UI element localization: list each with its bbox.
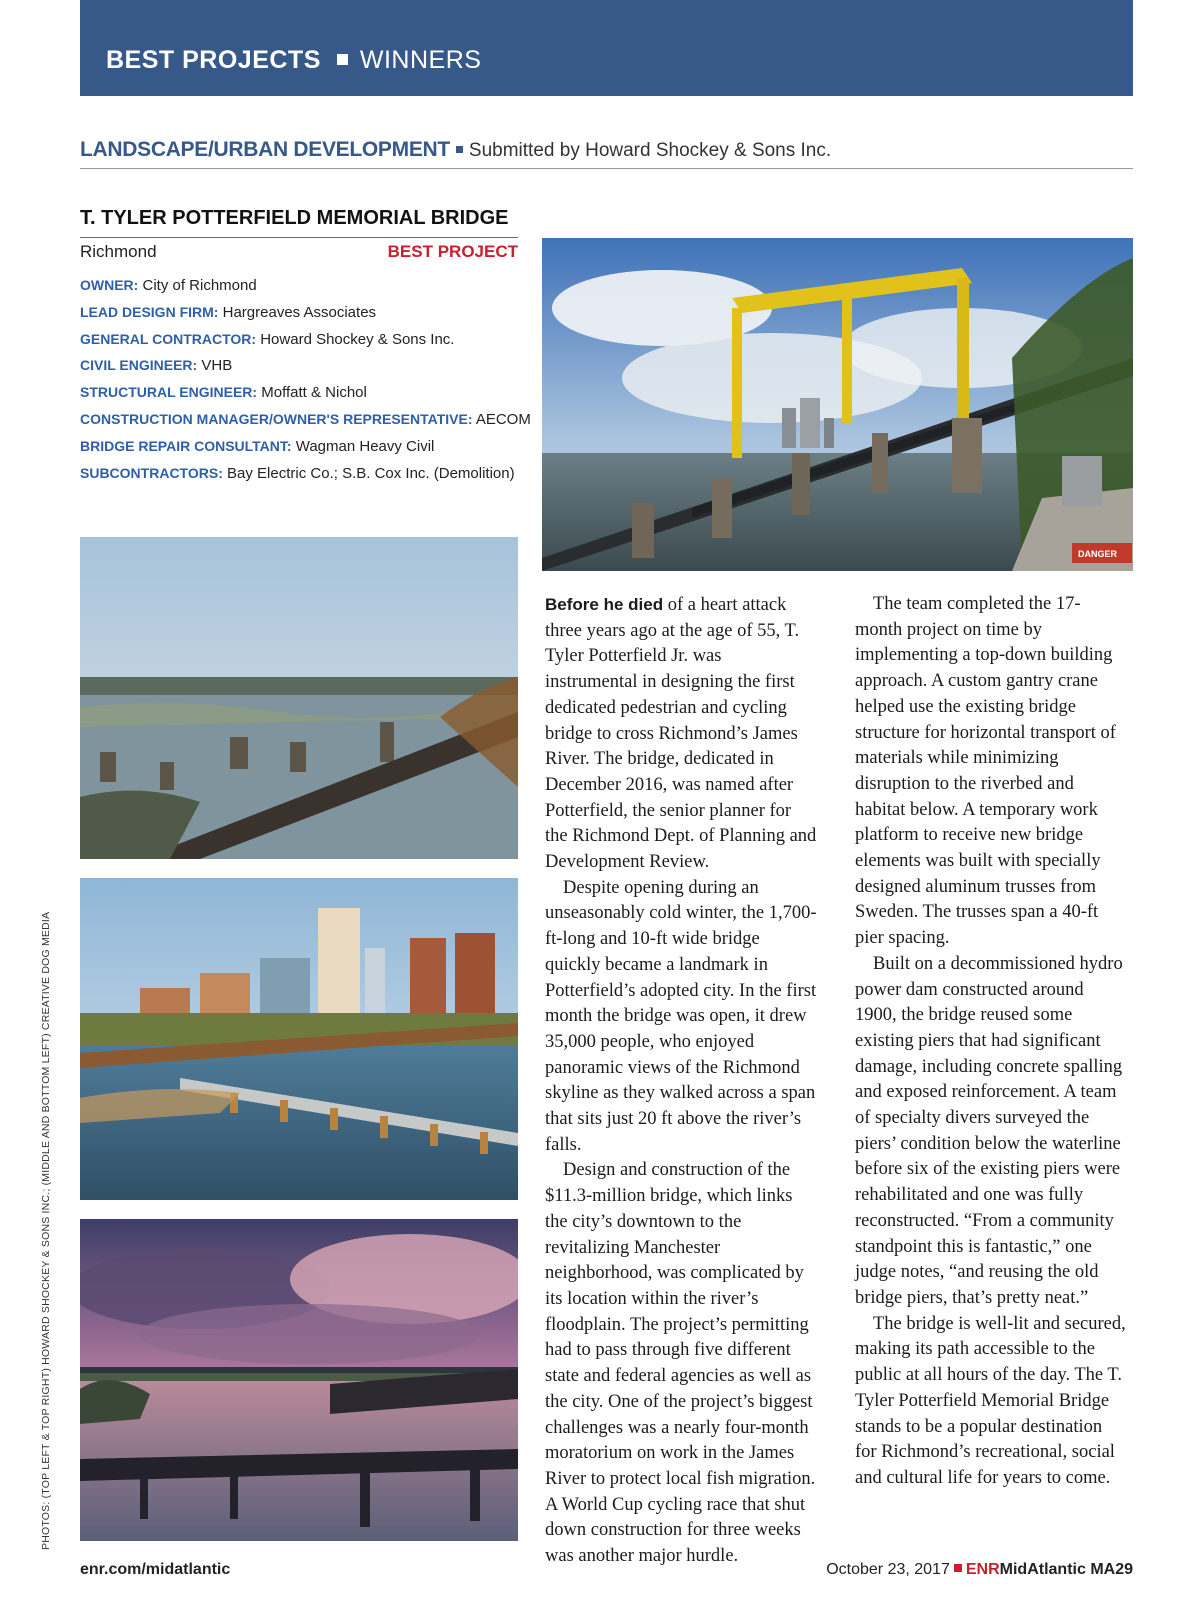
separator-square-icon	[337, 54, 348, 65]
footer-date: October 23, 2017	[826, 1561, 950, 1578]
credit-lead-design: LEAD DESIGN FIRM: Hargreaves Associates	[80, 303, 377, 321]
footer-page-number: MA29	[1090, 1561, 1133, 1578]
credit-owner: OWNER: City of Richmond	[80, 277, 257, 294]
skyline-illustration	[80, 878, 518, 1200]
article-column-2	[855, 592, 1127, 1492]
credit-construction-manager: CONSTRUCTION MANAGER/OWNER'S REPRESENTATIVE: AECOM	[80, 410, 531, 428]
project-title: T. TYLER POTTERFIELD MEMORIAL BRIDGE	[80, 207, 518, 238]
danger-sign: DANGER	[1078, 549, 1118, 559]
credit-structural-engineer: STRUCTURAL ENGINEER: Moffatt & Nichol	[80, 384, 367, 402]
photo-credit: PHOTOS: (TOP LEFT & TOP RIGHT) HOWARD SHOCKEY & SONS INC.; (MIDDLE AND BOTTOM LEFT) CREATIVE DOG MEDIA	[40, 911, 52, 1550]
category-line	[80, 138, 1133, 169]
credit-general-contractor: GENERAL CONTRACTOR: Howard Shockey & Sons Inc.	[80, 330, 455, 348]
footer-url: enr.com/midatlantic	[80, 1561, 231, 1578]
article-paragraph: Before he died of a heart attack three years ago at the age of 55, T. Tyler Potterfield Jr. was instrumental in designing the first dedicated pedestrian and cycling bridge to cross Richmond’s James River. The bridge, dedicated in December 2016, was named after Potterfield, the senior planner for the Richmond Dept. of Planning and Development Review.	[545, 595, 817, 873]
category-name: LANDSCAPE/URBAN DEVELOPMENT	[80, 138, 450, 161]
article-paragraph: Despite opening during an unseasonably cold winter, the 1,700-ft-long and 10-ft wide bridge quickly became a landmark in Potterfield’s adopted city. In the first month the bridge was open, it drew 35,000 people, who enjoyed panoramic views of the Richmond skyline as they walked across a span that sits just 20 ft above the river’s falls.	[545, 877, 817, 1155]
category-square-icon	[456, 146, 463, 153]
photo-river-piers	[80, 537, 518, 859]
sunset-bridge-illustration	[80, 1219, 518, 1541]
photo-skyline	[80, 878, 518, 1200]
article-lead: Before he died	[545, 595, 664, 614]
project-credits	[80, 277, 531, 491]
river-piers-illustration	[80, 537, 518, 859]
photo-sunset-bridge	[80, 1219, 518, 1541]
footer-issue-info	[826, 1561, 1133, 1579]
credit-bridge-repair: BRIDGE REPAIR CONSULTANT: Wagman Heavy Civil	[80, 437, 435, 455]
credit-subcontractors: SUBCONTRACTORS: Bay Electric Co.; S.B. Cox Inc. (Demolition)	[80, 464, 515, 482]
project-location: Richmond	[80, 242, 157, 261]
article-paragraph: Built on a decommissioned hydro power dam constructed around 1900, the bridge reused some existing piers that had significant damage, including concrete spalling and exposed reinforcement. A team of specialty divers surveyed the piers’ condition below the waterline before six of the existing piers were rehabilitated and one was fully reconstructed. “From a community standpoint this is fantastic,” one judge notes, “and reusing the old bridge piers, that’s pretty neat.”	[855, 953, 1123, 1308]
article-paragraph: The bridge is well-lit and secured, making its path accessible to the public at all hours of the day. The T. Tyler Potterfield Memorial Bridge stands to be a popular destination for Richmond’s recreational, social and cultural life for years to come.	[855, 1313, 1126, 1488]
footer-square-icon	[954, 1564, 962, 1572]
section-subtitle: WINNERS	[359, 46, 482, 74]
footer-brand-enr: ENR	[965, 1561, 1000, 1578]
award-badge: BEST PROJECT	[387, 242, 518, 261]
article-paragraph: The team completed the 17-month project on time by implementing a top-down building approach. A custom gantry crane helped use the existing bridge structure for horizontal transport of materials while minimizing disruption to the riverbed and habitat below. A temporary work platform to receive new bridge elements was built with specially designed aluminum trusses from Sweden. The trusses span a 40-ft pier spacing.	[855, 594, 1116, 949]
footer-brand-region: MidAtlantic	[999, 1561, 1086, 1578]
gantry-crane-illustration	[542, 238, 1133, 571]
photo-gantry-crane	[542, 238, 1133, 571]
article-column-1	[545, 592, 817, 1570]
submitted-by: Submitted by Howard Shockey & Sons Inc.	[468, 140, 832, 161]
article-paragraph: Design and construction of the $11.3-million bridge, which links the city’s downtown to the revitalizing Manchester neighborhood, was complicated by its location within the river’s floodplain. The project’s permitting had to pass through five different state and federal agencies as well as the city. One of the project’s biggest challenges was a nearly four-month moratorium on work in the James River to protect local fish migration. A World Cup cycling race that shut down construction for three weeks was another major hurdle.	[545, 1160, 816, 1567]
credit-civil-engineer: CIVIL ENGINEER: VHB	[80, 357, 233, 375]
section-title: BEST PROJECTS	[106, 46, 321, 74]
section-banner	[80, 0, 1133, 96]
